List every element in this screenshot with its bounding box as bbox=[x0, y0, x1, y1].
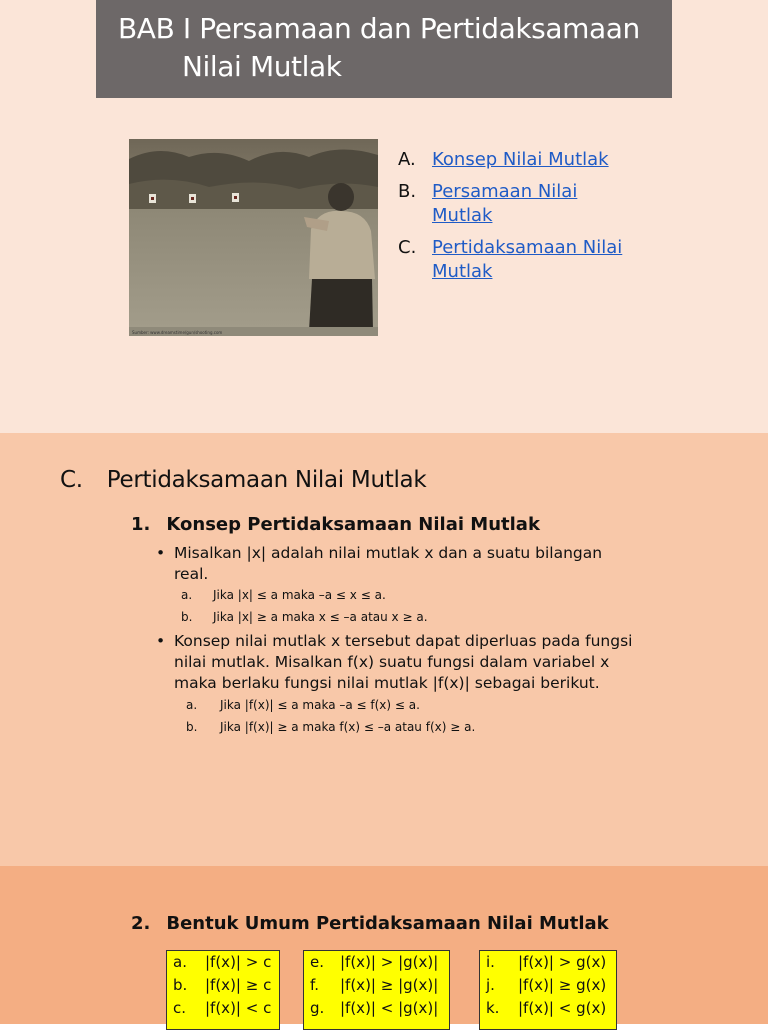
toc-letter: C. bbox=[398, 237, 417, 258]
form-row: i. |f(x)| > g(x) bbox=[486, 953, 607, 971]
subsection-heading bbox=[131, 913, 609, 934]
subsection-title: Konsep Pertidaksamaan Nilai Mutlak bbox=[166, 514, 540, 535]
bullet-1-text: Misalkan |x| adalah nilai mutlak x dan a suatu bilangan real. bbox=[174, 544, 603, 583]
subsection-heading bbox=[131, 514, 540, 535]
toc-letter: B. bbox=[398, 181, 417, 202]
item-text: Jika |f(x)| ≤ a maka –a ≤ f(x) ≤ a. bbox=[220, 698, 420, 712]
toc-link-konsep[interactable]: Konsep Nilai Mutlak bbox=[432, 149, 609, 170]
slide-3 bbox=[0, 866, 768, 1024]
toc-link-persamaan[interactable]: Persamaan Nilai Mutlak bbox=[432, 181, 578, 226]
slide-1 bbox=[0, 0, 768, 433]
shooting-range-photo bbox=[129, 139, 378, 336]
subsection-number: 2. bbox=[131, 913, 151, 934]
section-letter: C. bbox=[60, 467, 83, 493]
toc-link-pertidaksamaan[interactable]: Pertidaksamaan Nilai Mutlak bbox=[432, 237, 623, 282]
item-letter: b. bbox=[186, 720, 198, 734]
bullet-1-item-b bbox=[181, 610, 428, 624]
toc-item-c[interactable] bbox=[398, 236, 648, 284]
form-row: k. |f(x)| < g(x) bbox=[486, 999, 607, 1017]
toc-item-a[interactable] bbox=[398, 148, 648, 172]
form-row: f. |f(x)| ≥ |g(x)| bbox=[310, 976, 439, 994]
toc-letter: A. bbox=[398, 149, 416, 170]
item-letter: b. bbox=[181, 610, 193, 624]
form-box-3 bbox=[479, 950, 617, 1030]
subsection-number: 1. bbox=[131, 514, 151, 535]
item-text: Jika |x| ≥ a maka x ≤ –a atau x ≥ a. bbox=[213, 610, 428, 624]
item-text: Jika |x| ≤ a maka –a ≤ x ≤ a. bbox=[213, 588, 386, 602]
bullet-1: • Misalkan |x| adalah nilai mutlak x dan a suatu bilangan real. bbox=[156, 544, 603, 583]
title-banner bbox=[96, 0, 672, 98]
bullet-2: • Konsep nilai mutlak x tersebut dapat diperluas pada fungsi nilai mutlak. Misalkan f(x) suatu fungsi dalam variabel x maka berlaku fungsi nilai mutlak |f(x)| sebagai berikut. bbox=[156, 632, 633, 692]
bullet-2-text: Konsep nilai mutlak x tersebut dapat diperluas pada fungsi nilai mutlak. Misalkan f(x) suatu fungsi dalam variabel x maka berlaku fungsi nilai mutlak |f(x)| sebagai berikut. bbox=[174, 632, 633, 692]
form-row: a. |f(x)| > c bbox=[173, 953, 272, 971]
bullet-2-item-b bbox=[186, 720, 475, 734]
form-row: e. |f(x)| > |g(x)| bbox=[310, 953, 439, 971]
item-letter: a. bbox=[186, 698, 198, 712]
form-box-2 bbox=[303, 950, 450, 1030]
form-box-1 bbox=[166, 950, 280, 1030]
form-row: b. |f(x)| ≥ c bbox=[173, 976, 272, 994]
slide-2 bbox=[0, 433, 768, 866]
section-heading bbox=[60, 467, 426, 493]
slide-title-line-2: Nilai Mutlak bbox=[182, 50, 342, 83]
subsection-title: Bentuk Umum Pertidaksamaan Nilai Mutlak bbox=[166, 913, 609, 934]
item-letter: a. bbox=[181, 588, 193, 602]
bullet-2-item-a bbox=[186, 698, 420, 712]
photo-caption: Sumber: www.dreamstime/gun/shooting.com bbox=[132, 330, 223, 335]
toc-item-b[interactable] bbox=[398, 180, 648, 228]
form-row: g. |f(x)| < |g(x)| bbox=[310, 999, 439, 1017]
slide-title-line-1: BAB I Persamaan dan Pertidaksamaan bbox=[118, 12, 640, 45]
form-row: j. |f(x)| ≥ g(x) bbox=[486, 976, 607, 994]
bullet-1-item-a bbox=[181, 588, 386, 602]
form-row: c. |f(x)| < c bbox=[173, 999, 272, 1017]
section-title: Pertidaksamaan Nilai Mutlak bbox=[106, 467, 427, 493]
item-text: Jika |f(x)| ≥ a maka f(x) ≤ –a atau f(x) ≥ a. bbox=[220, 720, 476, 734]
table-of-contents bbox=[398, 148, 648, 292]
